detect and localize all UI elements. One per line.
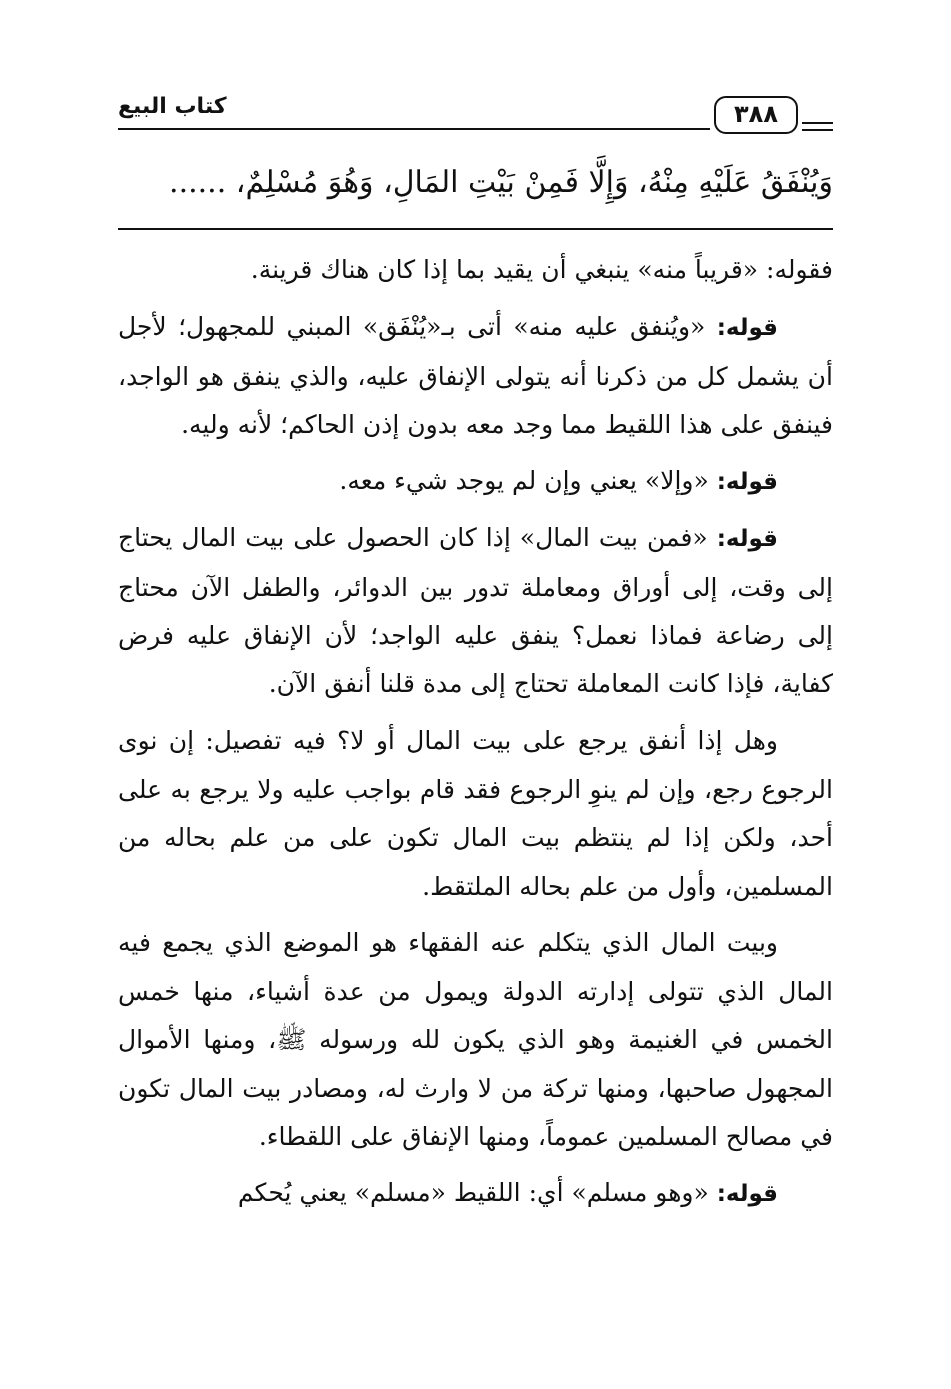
paragraph: [118, 514, 833, 708]
paragraph-lead: قوله:: [716, 469, 778, 496]
paragraph-text: «فمن بيت المال» إذا كان الحصول على بيت المال يحتاج إلى وقت، إلى أوراق ومعاملة تدور بين الدوائر، والطفل الآن محتاج إلى رضاعة فماذا نعمل؟ ينفق عليه الواجد؛ لأن الإنفاق عليه فرض كفاية، فإذا كانت المعاملة تحتاج إلى مدة قلنا أنفق الآن.: [118, 523, 833, 699]
paragraph-text: «وهو مسلم» أي: اللقيط «مسلم» يعني يُحكم: [237, 1178, 717, 1208]
matn-divider: [118, 228, 833, 230]
paragraph-lead: قوله:: [716, 526, 778, 553]
page-header: [118, 88, 833, 138]
paragraph-text: «وإلا» يعني وإن لم يوجد شيء معه.: [339, 466, 717, 496]
paragraph-text: وبيت المال الذي يتكلم عنه الفقهاء هو الموضع الذي يجمع فيه المال الذي تتولى إدارته الدولة ويمول من عدة أشياء، منها خمس الخمس في الغنيمة وهو الذي يكون لله ورسوله ﷺ، ومنها الأموال المجهول صاحبها، ومنها تركة من لا وارث له، ومصادر بيت المال تكون في مصالح المسلمين عموماً، ومنها الإنفاق على اللقطاء.: [118, 927, 833, 1152]
paragraph: [118, 717, 833, 911]
page-number: ٣٨٨: [714, 96, 798, 134]
book-title: كتاب البيع: [118, 94, 227, 119]
paragraph: [118, 303, 833, 449]
paragraph-lead: قوله:: [716, 315, 778, 342]
paragraph: [118, 246, 833, 295]
paragraph-text: وهل إذا أنفق يرجع على بيت المال أو لا؟ فيه تفصيل: إن نوى الرجوع رجع، وإن لم ينوِ الرجوع فقد قام بواجب عليه ولا يرجع به على أحد، ولكن إذا لم ينتظم بيت المال تكون على من علم بحاله من المسلمين، وأول من علم بحاله الملتقط.: [118, 725, 833, 901]
paragraph: [118, 457, 833, 506]
paragraph-text: فقوله: «قريباً منه» ينبغي أن يقيد بما إذا كان هناك قرينة.: [250, 255, 833, 284]
matn-text: وَيُنْفَقُ عَلَيْهِ مِنْهُ، وَإِلَّا فَمِنْ بَيْتِ المَالِ، وَهُوَ مُسْلِمٌ، ......: [169, 165, 833, 200]
header-rule: [118, 128, 710, 130]
paragraph-lead: قوله:: [716, 1181, 778, 1208]
paragraph: [118, 919, 833, 1161]
paragraph: [118, 1169, 833, 1218]
paragraph-text: «ويُنفق عليه منه» أتى بـ«يُنْفَق» المبني للمجهول؛ لأجل أن يشمل كل من ذكرنا أنه يتولى الإنفاق عليه، والذي ينفق هو الواجد، فينفق على هذا اللقيط مما وجد معه بدون إذن الحاكم؛ لأنه وليه.: [118, 312, 833, 439]
header-rule-double-top: [802, 122, 833, 124]
commentary-body: [118, 246, 833, 1227]
header-rule-double-bottom: [802, 129, 833, 131]
